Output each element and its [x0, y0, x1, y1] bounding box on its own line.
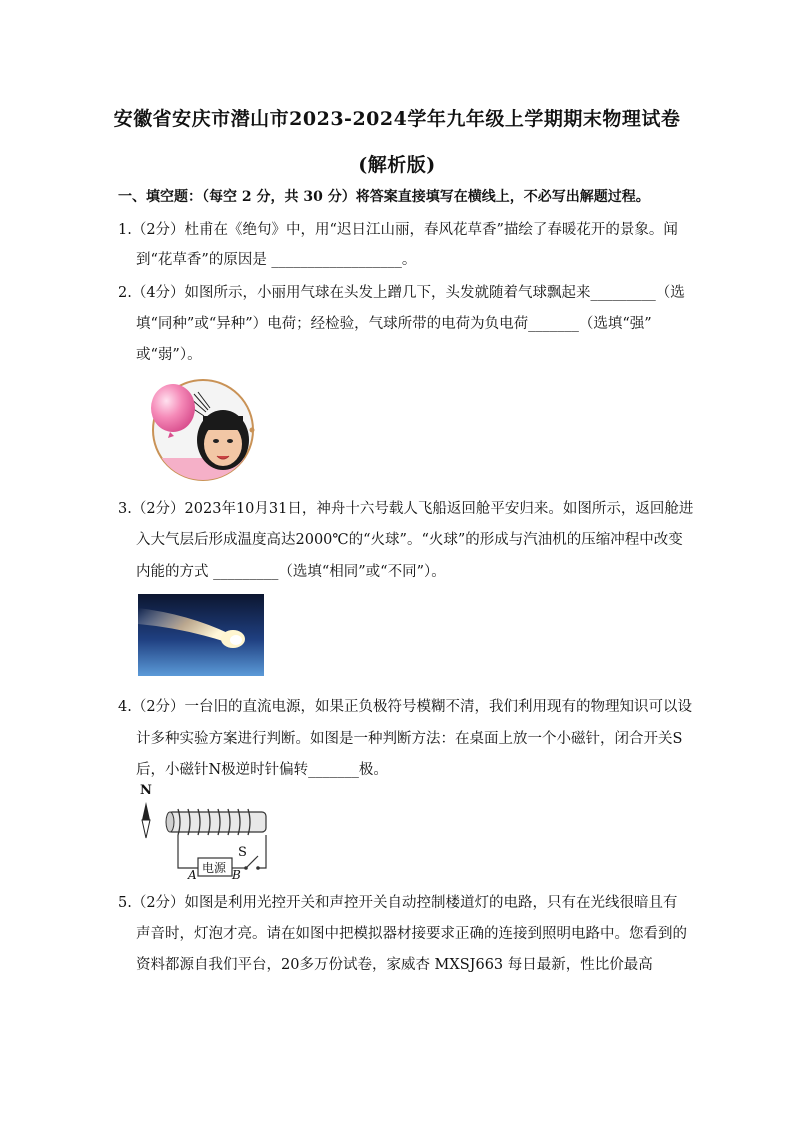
terminal-a-label: A [188, 868, 197, 882]
question-3-line-1: 3.（2分）2023年10月31日，神舟十六号载人飞船返回舱平安归来。如图所示，返回舱进 [118, 501, 694, 517]
page-subtitle: (解析版) [358, 154, 436, 176]
question-1-line-1: 1.（2分）杜甫在《绝句》中，用“迟日江山丽，春风花草香”描绘了春暖花开的景象。闻 [118, 222, 678, 238]
question-2-line-2: 填“同种”或“异种”）电荷；经检验，气球所带的电荷为负电荷_______（选填“强” [136, 316, 652, 332]
switch-s-label: S [238, 845, 247, 860]
question-4-line-1: 4.（2分）一台旧的直流电源，如果正负极符号模糊不清，我们利用现有的物理知识可以设 [118, 699, 693, 715]
question-5-line-3: 资料都源自我们平台，20多万份试卷，家威杏 MXSJ663 每日最新，性比价最高 [136, 957, 653, 973]
page-title: 安徽省安庆市潜山市2023-2024学年九年级上学期期末物理试卷 [113, 108, 681, 130]
question-5-line-2: 声音时，灯泡才亮。请在如图中把模拟器材接要求正确的连接到照明电路中。您看到的 [136, 926, 687, 942]
question-5-line-1: 5.（2分）如图是利用光控开关和声控开关自动控制楼道灯的电路，只有在光线很暗且有 [118, 895, 678, 911]
question-4-line-3: 后，小磁针N极逆时针偏转_______极。 [136, 762, 388, 778]
question-3-line-3: 内能的方式 _________（选填“相同”或“不同”）。 [136, 564, 446, 580]
needle-n-label: N [140, 783, 152, 798]
question-2-line-1: 2.（4分）如图所示，小丽用气球在头发上蹭几下，头发就随着气球飘起来_________（选 [118, 285, 685, 301]
question-1-line-2: 到“花草香”的原因是 __________________。 [136, 252, 417, 268]
solenoid-circuit-figure [134, 782, 274, 882]
question-2-line-3: 或“弱”）。 [136, 347, 202, 363]
balloon-girl-image [140, 378, 258, 482]
question-4-line-2: 计多种实验方案进行判断。如图是一种判断方法：在桌面上放一个小磁针，闭合开关S [136, 731, 683, 747]
power-source-label: 电源 [202, 861, 227, 875]
section-heading: 一、填空题：（每空 2 分，共 30 分）将答案直接填写在横线上，不必写出解题过程。 [118, 189, 650, 205]
question-3-line-2: 入大气层后形成温度高达2000℃的“火球”。“火球”的形成与汽油机的压缩冲程中改变 [136, 532, 683, 548]
terminal-b-label: B [232, 868, 241, 882]
capsule-fireball-image [138, 594, 264, 676]
